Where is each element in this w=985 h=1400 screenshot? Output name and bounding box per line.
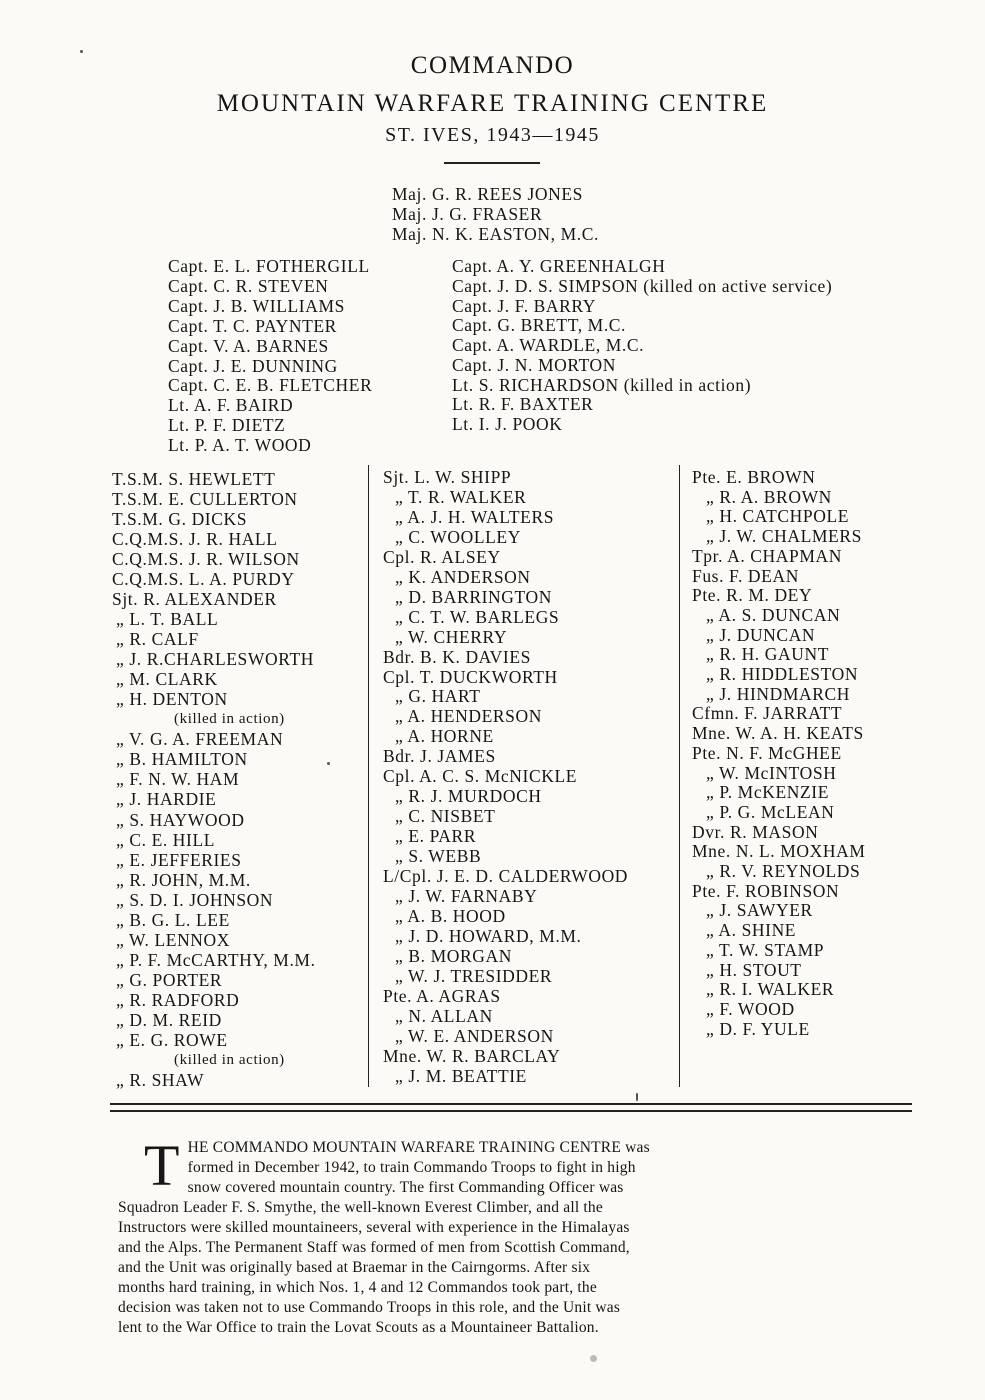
print-speck — [636, 1093, 638, 1101]
ranks-col3-entry: „ J. HINDMARCH — [706, 683, 851, 704]
ranks-col2-entry: „ J. W. FARNABY — [395, 885, 538, 906]
ranks-col1-entry: „ C. E. HILL — [116, 829, 216, 850]
ranks-col3-entry: „ F. WOOD — [706, 998, 795, 1019]
section-rule-bottom — [110, 1110, 912, 1112]
officers-right-entry: Lt. I. J. POOK — [452, 414, 563, 434]
ranks-col3-entry: „ P. G. McLEAN — [706, 801, 835, 822]
history-line: months hard training, in which Nos. 1, 4 and 12 Commandos took part, the — [118, 1279, 597, 1296]
ranks-col2-entry: „ C. NISBET — [395, 806, 496, 827]
ranks-col3-entry: „ J. W. CHALMERS — [706, 526, 862, 547]
print-speck — [327, 762, 330, 765]
majors-entry: Maj. N. K. EASTON, M.C. — [392, 224, 599, 244]
ranks-col2-entry: Cpl. A. C. S. McNICKLE — [383, 766, 578, 787]
ranks-col3-entry: „ R. HIDDLESTON — [706, 664, 859, 684]
ranks-col3-entry: Pte. F. ROBINSON — [692, 880, 840, 901]
ranks-col1-entry: „ R. RADFORD — [116, 989, 240, 1010]
history-line: decision was taken not to use Commando Troops in this role, and the Unit was — [118, 1299, 621, 1316]
ranks-col3-entry: „ R. V. REYNOLDS — [706, 861, 861, 881]
ranks-col1-entry: „ J. HARDIE — [116, 789, 217, 810]
ranks-col3-entry: „ D. F. YULE — [706, 1018, 810, 1039]
ranks-col2-entry: Pte. A. AGRAS — [383, 985, 501, 1006]
ranks-col1-entry: „ V. G. A. FREEMAN — [116, 729, 284, 750]
ranks-col2-entry: Mne. W. R. BARCLAY — [383, 1045, 561, 1066]
officers-left-entry: Capt. J. E. DUNNING — [168, 355, 338, 376]
ranks-col2-entry: „ A. J. H. WALTERS — [395, 506, 555, 527]
ranks-col1-entry: „ B. HAMILTON — [116, 749, 248, 770]
ranks-col2-entry: „ T. R. WALKER — [395, 486, 527, 507]
officers-left-entry: Lt. A. F. BAIRD — [168, 395, 294, 416]
ranks-col3-entry: „ H. CATCHPOLE — [706, 506, 850, 527]
ranks-col1-entry: „ F. N. W. HAM — [116, 769, 240, 790]
ranks-col2-entry: „ D. BARRINGTON — [395, 586, 552, 607]
ranks-col1-entry: (killed in action) — [174, 1051, 285, 1068]
ranks-col3-entry: Cfmn. F. JARRATT — [692, 703, 843, 724]
ranks-col1-entry: „ M. CLARK — [116, 669, 218, 690]
print-speck — [80, 50, 83, 53]
officers-left-entry: Capt. T. C. PAYNTER — [168, 315, 337, 336]
ranks-col3-entry: Tpr. A. CHAPMAN — [692, 545, 842, 566]
ranks-col2-entry: „ J. D. HOWARD, M.M. — [395, 925, 582, 946]
ranks-col2-entry: „ G. HART — [395, 686, 481, 707]
ranks-col3-entry: Mne. W. A. H. KEATS — [692, 723, 864, 744]
ranks-col3-entry: „ A. SHINE — [706, 920, 797, 941]
officers-left-entry: Capt. J. B. WILLIAMS — [168, 295, 345, 316]
ranks-col3-entry: Pte. N. F. McGHEE — [692, 742, 842, 763]
majors-entry: Maj. J. G. FRASER — [392, 204, 543, 224]
ranks-col1-entry: „ W. LENNOX — [116, 929, 231, 950]
history-line: HE COMMANDO MOUNTAIN WARFARE TRAINING CENTRE was — [187, 1139, 650, 1156]
ranks-col2-entry: „ C. T. W. BARLEGS — [395, 606, 560, 627]
ranks-col1-entry: „ P. F. McCARTHY, M.M. — [116, 949, 316, 970]
page-title: COMMANDO — [410, 52, 575, 79]
ranks-col1-entry: „ R. SHAW — [116, 1069, 205, 1090]
print-speck — [590, 1355, 597, 1362]
ranks-col2-entry: „ A. B. HOOD — [395, 905, 506, 926]
ranks-col3-entry: „ W. McINTOSH — [706, 762, 837, 783]
ranks-col3-entry: „ J. SAWYER — [706, 900, 813, 921]
ranks-col3-entry: „ R. A. BROWN — [706, 486, 832, 507]
ranks-col1-entry: „ H. DENTON — [116, 689, 228, 710]
ranks-col1-entry: T.S.M. S. HEWLETT — [112, 469, 276, 489]
ranks-col1-entry: „ S. HAYWOOD — [116, 809, 245, 830]
ranks-col1-entry: „ E. JEFFERIES — [116, 849, 242, 870]
ranks-col1-entry: „ G. PORTER — [116, 969, 223, 990]
ranks-col2-entry: „ N. ALLAN — [395, 1005, 493, 1026]
history-line: Instructors were skilled mountaineers, several with experience in the Himalayas — [118, 1219, 630, 1236]
officers-right-entry: Capt. G. BRETT, M.C. — [452, 315, 627, 336]
ranks-col1-entry: C.Q.M.S. J. R. WILSON — [112, 549, 300, 570]
ranks-col1-entry: „ J. R.CHARLESWORTH — [116, 649, 314, 670]
ranks-col3-entry: Dvr. R. MASON — [692, 821, 819, 842]
officers-left-entry: Capt. C. R. STEVEN — [168, 275, 329, 296]
ranks-col1-entry: T.S.M. E. CULLERTON — [112, 489, 298, 510]
ranks-col2-entry: L/Cpl. J. E. D. CALDERWOOD — [383, 866, 629, 886]
ranks-col2-entry: „ A. HENDERSON — [395, 706, 542, 727]
ranks-col2-entry: Cpl. R. ALSEY — [383, 546, 501, 567]
history-paragraph — [118, 1133, 870, 1338]
ranks-col3-entry: „ T. W. STAMP — [706, 939, 825, 960]
officers-left-entry: Capt. V. A. BARNES — [168, 335, 329, 356]
ranks-col2-entry: Bdr. B. K. DAVIES — [383, 646, 531, 667]
history-line: snow covered mountain country. The first Commanding Officer was — [187, 1179, 624, 1196]
ranks-col3-entry: „ H. STOUT — [706, 959, 802, 980]
ranks-col2-entry: „ W. E. ANDERSON — [395, 1025, 554, 1046]
officers-right-entry: Capt. J. F. BARRY — [452, 295, 596, 316]
ranks-col2-entry: Cpl. T. DUCKWORTH — [383, 666, 558, 687]
history-line: formed in December 1942, to train Commando Troops to fight in high — [187, 1159, 636, 1176]
ranks-col2-entry: „ E. PARR — [395, 826, 477, 847]
ranks-col3-entry: „ P. McKENZIE — [706, 782, 829, 803]
ranks-col2-entry: Sjt. L. W. SHIPP — [383, 467, 512, 487]
page-subtitle: MOUNTAIN WARFARE TRAINING CENTRE — [216, 90, 769, 117]
officers-right-entry: Capt. J. N. MORTON — [452, 354, 617, 375]
ranks-col1-entry: C.Q.M.S. L. A. PURDY — [112, 569, 295, 590]
ranks-col3-entry: „ R. H. GAUNT — [706, 644, 829, 665]
majors-entry: Maj. G. R. REES JONES — [392, 184, 584, 204]
history-line: and the Alps. The Permanent Staff was formed of men from Scottish Command, — [118, 1239, 630, 1256]
ranks-col3-entry: Pte. R. M. DEY — [692, 585, 813, 606]
ranks-col2-entry: „ C. WOOLLEY — [395, 526, 521, 547]
officers-right-entry: Capt. A. Y. GREENHALGH — [452, 256, 666, 276]
ranks-col1-entry: T.S.M. G. DICKS — [112, 509, 248, 530]
place-dates: ST. IVES, 1943—1945 — [385, 124, 600, 146]
officers-right-entry: Capt. A. WARDLE, M.C. — [452, 335, 645, 355]
title-divider — [444, 162, 540, 164]
officers-left-entry: Lt. P. A. T. WOOD — [168, 435, 312, 456]
ranks-col2-entry: „ W. CHERRY — [395, 626, 508, 647]
drop-cap: T — [144, 1133, 180, 1198]
ranks-col3-entry: „ A. S. DUNCAN — [706, 604, 841, 625]
officers-left-entry: Capt. C. E. B. FLETCHER — [168, 375, 373, 396]
officers-right-entry: Lt. R. F. BAXTER — [452, 394, 594, 415]
ranks-col2-entry: „ S. WEBB — [395, 846, 482, 867]
ranks-col1-entry: „ D. M. REID — [116, 1009, 222, 1030]
ranks-col2-entry: Bdr. J. JAMES — [383, 746, 496, 767]
ranks-col3-entry: Pte. E. BROWN — [692, 467, 816, 487]
ranks-col1-entry: „ L. T. BALL — [116, 609, 219, 630]
ranks-col1-entry: „ B. G. L. LEE — [116, 909, 230, 930]
column-divider-2 — [679, 465, 680, 1087]
officers-left-entry: Capt. E. L. FOTHERGILL — [168, 256, 370, 276]
column-divider-1 — [368, 465, 369, 1087]
ranks-col2-entry: „ B. MORGAN — [395, 945, 512, 966]
ranks-col2-entry: „ A. HORNE — [395, 726, 494, 747]
history-line: lent to the War Office to train the Lovat Scouts as a Mountaineer Battalion. — [118, 1319, 599, 1336]
ranks-col2-entry: „ K. ANDERSON — [395, 566, 531, 587]
ranks-col3-entry: „ J. DUNCAN — [706, 624, 816, 645]
ranks-col3-entry: Mne. N. L. MOXHAM — [692, 841, 866, 862]
history-line: and the Unit was originally based at Braemar in the Cairngorms. After six — [118, 1259, 591, 1276]
ranks-col1-entry: „ R. CALF — [116, 629, 199, 650]
ranks-col1-entry: Sjt. R. ALEXANDER — [112, 589, 277, 610]
ranks-col1-entry: C.Q.M.S. J. R. HALL — [112, 529, 278, 550]
ranks-col3-entry: Fus. F. DEAN — [692, 565, 799, 586]
officers-right-entry: Lt. S. RICHARDSON (killed in action) — [452, 374, 752, 395]
ranks-col1-entry: „ R. JOHN, M.M. — [116, 869, 251, 890]
ranks-col1-entry: „ E. G. ROWE — [116, 1029, 228, 1050]
ranks-col1-entry: „ S. D. I. JOHNSON — [116, 889, 274, 910]
ranks-col1-entry: (killed in action) — [174, 711, 285, 728]
ranks-col2-entry: „ R. J. MURDOCH — [395, 786, 542, 807]
section-rule-top — [110, 1103, 912, 1105]
officers-right-entry: Capt. J. D. S. SIMPSON (killed on active service) — [452, 275, 833, 296]
ranks-col2-entry: „ W. J. TRESIDDER — [395, 965, 553, 986]
officers-left-entry: Lt. P. F. DIETZ — [168, 415, 286, 436]
ranks-col2-entry: „ J. M. BEATTIE — [395, 1065, 527, 1086]
history-line: Squadron Leader F. S. Smythe, the well-known Everest Climber, and all the — [118, 1199, 603, 1216]
ranks-col3-entry: „ R. I. WALKER — [706, 979, 835, 1000]
